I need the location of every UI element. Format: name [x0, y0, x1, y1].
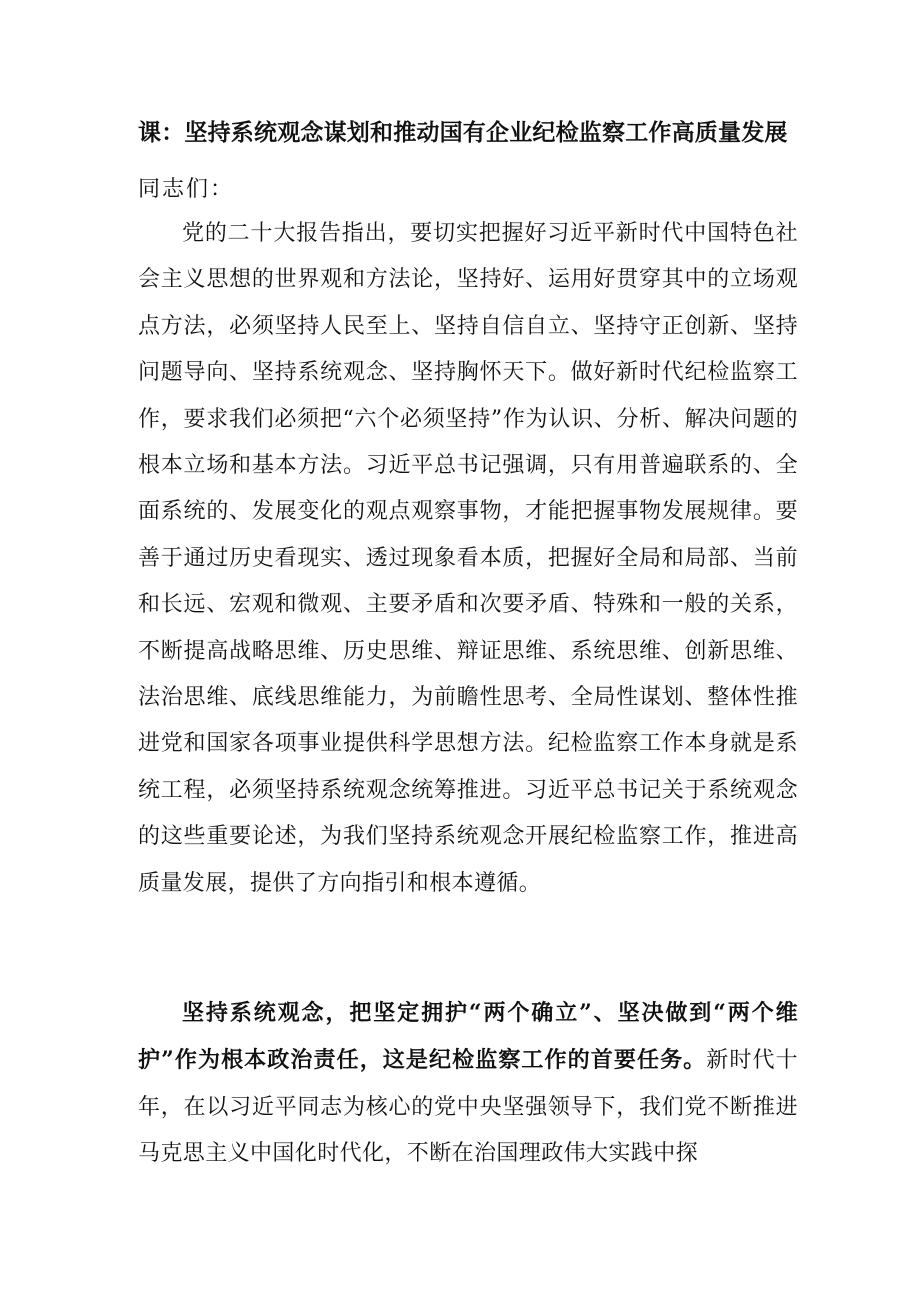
salutation: 同志们： [138, 177, 235, 202]
paragraph-2-body: 新时代十年，在以习近平同志为核心的党中央坚强领导下，我们党不断推进马克思主义中国化时代化，不断在治国理政伟大实践中探 [138, 1048, 798, 1167]
document-title: 课：坚持系统观念谋划和推动国有企业纪检监察工作高质量发展 [138, 119, 788, 146]
paragraph-2 [138, 990, 798, 1178]
paragraph-1: 党的二十大报告指出，要切实把握好习近平新时代中国特色社会主义思想的世界观和方法论，坚持好、运用好贯穿其中的立场观点方法，必须坚持人民至上、坚持自信自立、坚持守正创新、坚持问题导向、坚持系统观念、坚持胸怀天下。做好新时代纪检监察工作，要求我们必须把“六个必须坚持”作为认识、分析、解决问题的根本立场和基本方法。习近平总书记强调，只有用普遍联系的、全面系统的、发展变化的观点观察事物，才能把握事物发展规律。要善于通过历史看现实、透过现象看本质，把握好全局和局部、当前和长远、宏观和微观、主要矛盾和次要矛盾、特殊和一般的关系，不断提高战略思维、历史思维、辩证思维、系统思维、创新思维、法治思维、底线思维能力，为前瞻性思考、全局性谋划、整体性推进党和国家各项事业提供科学思想方法。纪检监察工作本身就是系统工程，必须坚持系统观念统筹推进。习近平总书记关于系统观念的这些重要论述，为我们坚持系统观念开展纪检监察工作，推进高质量发展，提供了方向指引和根本遵循。 [138, 221, 798, 896]
paragraph-2-bold-lead: 坚持系统观念，把坚定拥护“两个确立”、坚决做到“两个维护”作为根本政治责任，这是纪检监察工作的首要任务。 [138, 1000, 798, 1074]
